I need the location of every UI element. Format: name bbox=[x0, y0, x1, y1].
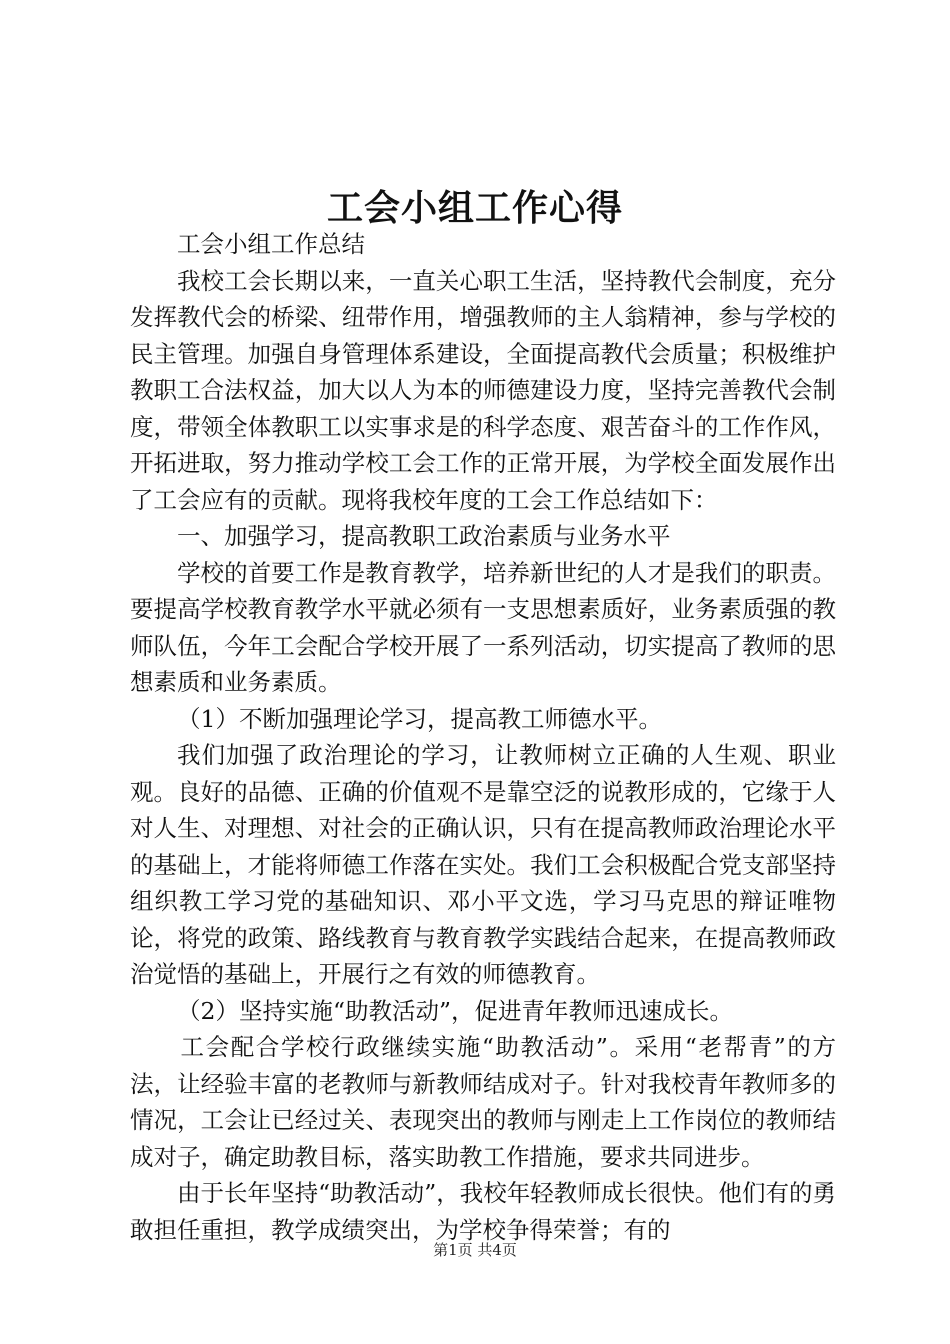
paragraph-teaching: 学校的首要工作是教育教学，培养新世纪的人才是我们的职责。要提高学校教育教学水平就必须有一支思想素质好，业务素质强的教师队伍，今年工会配合学校开展了一系列活动，切实提高了教师的思想素质和业务素质。 bbox=[130, 558, 836, 696]
paragraph-mentoring: 工会配合学校行政继续实施“助教活动”。采用“老帮青”的方法，让经验丰富的老教师与新教师结成对子。针对我校青年教师多的情况，工会让已经过关、表现突出的教师与刚走上工作岗位的教师结成对子，确定助教目标，落实助教工作措施，要求共同进步。 bbox=[130, 1033, 836, 1171]
paragraph-theory-study: 我们加强了政治理论的学习，让教师树立正确的人生观、职业观。良好的品德、正确的价值观不是靠空泛的说教形成的，它缘于人对人生、对理想、对社会的正确认识，只有在提高教师政治理论水平的基础上，才能将师德工作落在实处。我们工会积极配合党支部坚持组织教工学习党的基础知识、邓小平文选，学习马克思的辩证唯物论，将党的政策、路线教育与教育教学实践结合起来，在提高教师政治觉悟的基础上，开展行之有效的师德教育。 bbox=[130, 741, 836, 988]
paragraph-intro: 我校工会长期以来，一直关心职工生活，坚持教代会制度，充分发挥教代会的桥梁、纽带作用，增强教师的主人翁精神，参与学校的民主管理。加强自身管理体系建设，全面提高教代会质量；积极维护教职工合法权益，加大以人为本的师德建设力度，坚持完善教代会制度，带领全体教职工以实事求是的科学态度、艰苦奋斗的工作作风，开拓进取，努力推动学校工会工作的正常开展，为学校全面发展作出了工会应有的贡献。现将我校年度的工会工作总结如下： bbox=[130, 266, 836, 514]
subheading-theory-study: （1）不断加强理论学习，提高教工师德水平。 bbox=[177, 704, 662, 733]
section-heading-1: 一、加强学习，提高教职工政治素质与业务水平 bbox=[177, 522, 671, 550]
paragraph-results: 由于长年坚持“助教活动”，我校年轻教师成长很快。他们有的勇敢担任重担，教学成绩突出，为学校争得荣誉；有的 bbox=[130, 1179, 836, 1244]
document-body bbox=[130, 226, 836, 1248]
subheading-mentoring: （2）坚持实施“助教活动”，促进青年教师迅速成长。 bbox=[177, 996, 733, 1025]
paragraph-subtitle: 工会小组工作总结 bbox=[177, 230, 365, 258]
page-footer: 第1页 共4页 bbox=[433, 1241, 517, 1259]
document-title: 工会小组工作心得 bbox=[326, 187, 623, 229]
